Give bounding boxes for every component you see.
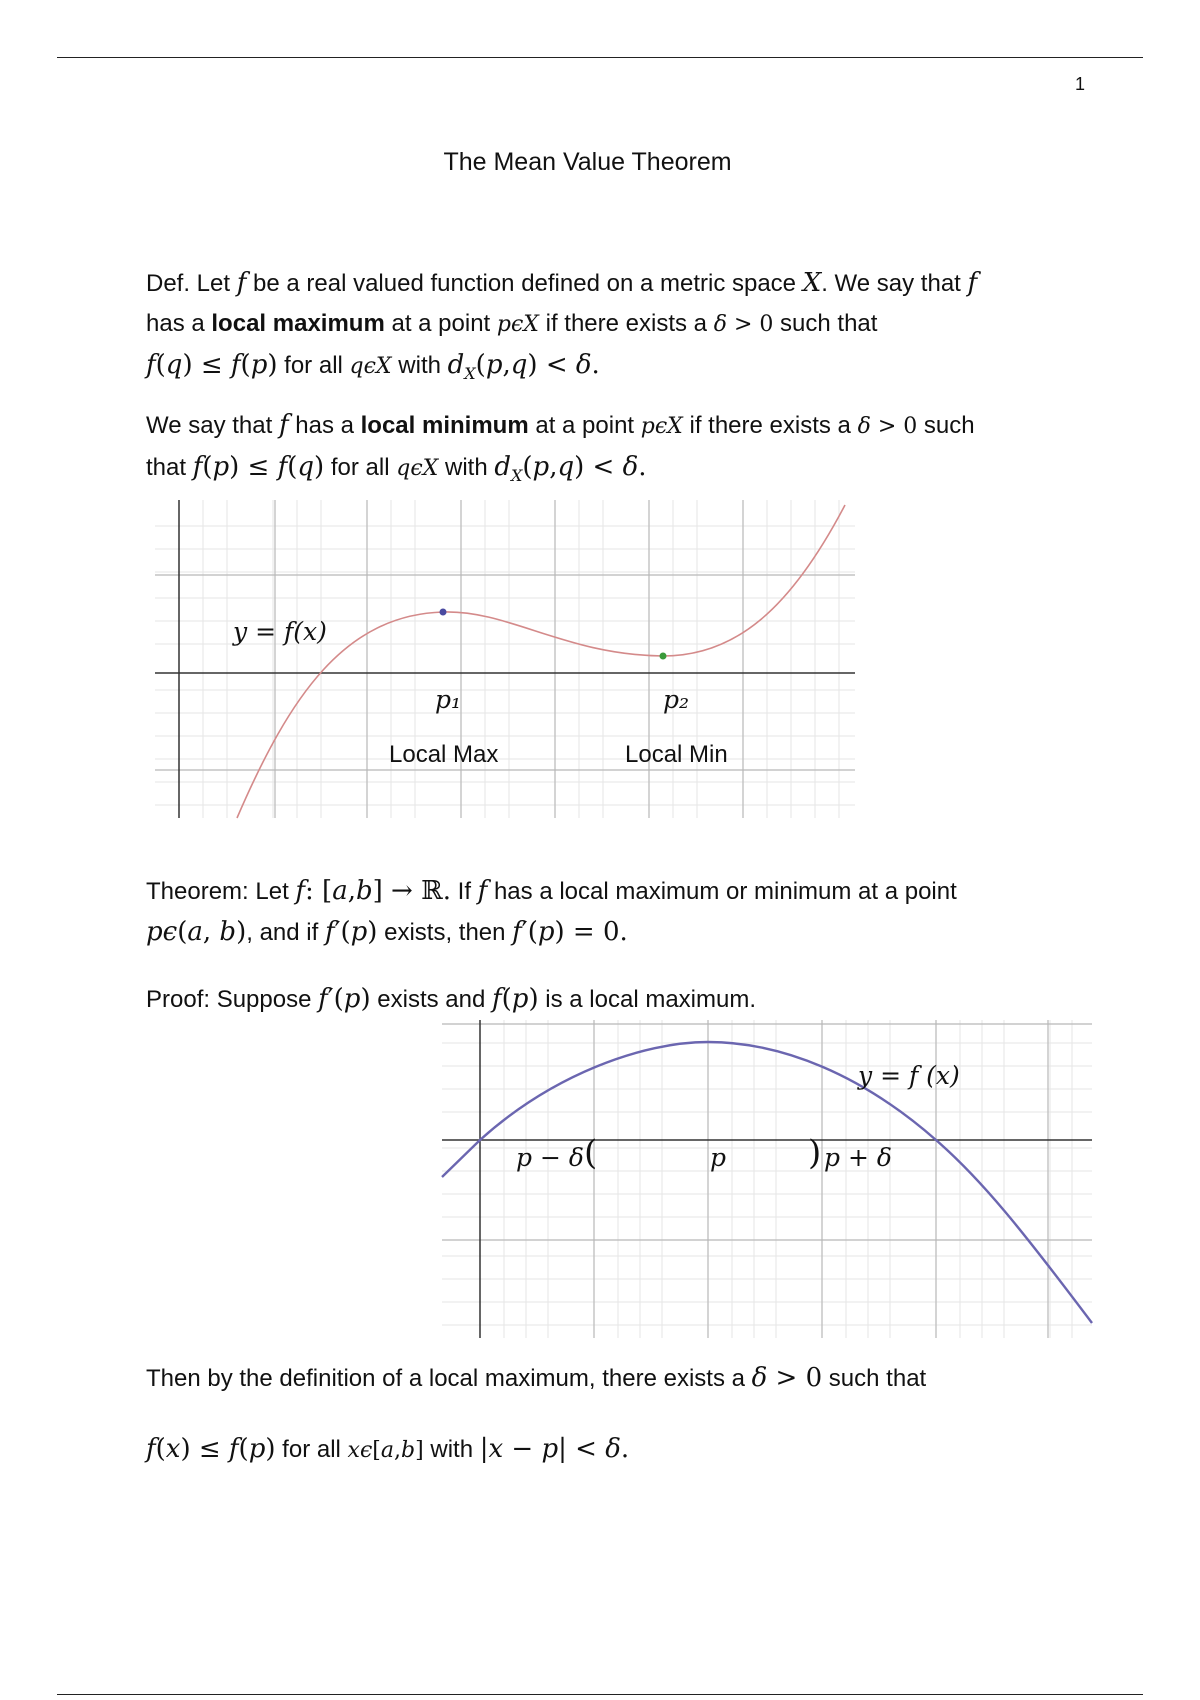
page-title: The Mean Value Theorem xyxy=(443,148,732,176)
theorem: Theorem: Let f: [a,b] → ℝ. If f has a local maximum or minimum at a point pϵ(a, b), and if f′(p) exists, then f′(p) = 0. xyxy=(146,876,957,947)
bracket-right: ) xyxy=(808,1133,822,1173)
curve-f xyxy=(237,505,845,818)
page-number: 1 xyxy=(1075,74,1086,94)
grid-minor xyxy=(442,1020,1092,1338)
bottom-rule xyxy=(57,1694,1143,1695)
local-max-point xyxy=(440,609,447,616)
definition-local-maximum: Def. Let f be a real valued function defined on a metric space X. We say that f has a local maximum at a point pϵX if there exists a δ > 0 such that f(q) ≤ f(p) for all qϵX with $d_X(p,q) < \delta$. xyxy=(146,268,978,383)
curve-label: y = f(x) xyxy=(233,617,327,646)
local-min-label: Local Min xyxy=(625,741,728,768)
local-max-label: Local Max xyxy=(389,741,499,768)
label-p: p xyxy=(710,1143,727,1172)
term-local-minimum: local minimum xyxy=(360,412,529,439)
grid-major xyxy=(155,500,855,818)
bracket-left: ( xyxy=(584,1133,598,1173)
point-p1-label: p₁ xyxy=(435,685,462,714)
top-rule xyxy=(57,57,1143,58)
label-p-minus-delta: p − δ xyxy=(516,1143,584,1172)
local-min-point xyxy=(660,653,667,660)
proof: Proof: Suppose f′(p) exists and f(p) is a local maximum. xyxy=(146,984,756,1014)
point-p2-label: p₂ xyxy=(663,685,690,714)
conclusion: Then by the definition of a local maximum, there exists a δ > 0 such that f(x) ≤ f(p) for all xϵ[a,b] with |x − p| < δ. xyxy=(146,1363,927,1464)
label-p-plus-delta: p + δ xyxy=(824,1143,892,1172)
term-local-maximum: local maximum xyxy=(211,310,385,337)
definition-local-minimum: We say that f has a local minimum at a point pϵX if there exists a δ > 0 such that f(p) ≤ f(q) for all qϵX with $d_X(p,q) < \delta$. xyxy=(146,410,975,485)
grid-major xyxy=(442,1020,1092,1338)
curve-label: y = f (x) xyxy=(858,1061,960,1090)
graph-local-maximum xyxy=(442,1020,1092,1338)
curve-f xyxy=(442,1042,1092,1323)
graph-local-extrema xyxy=(155,500,855,818)
